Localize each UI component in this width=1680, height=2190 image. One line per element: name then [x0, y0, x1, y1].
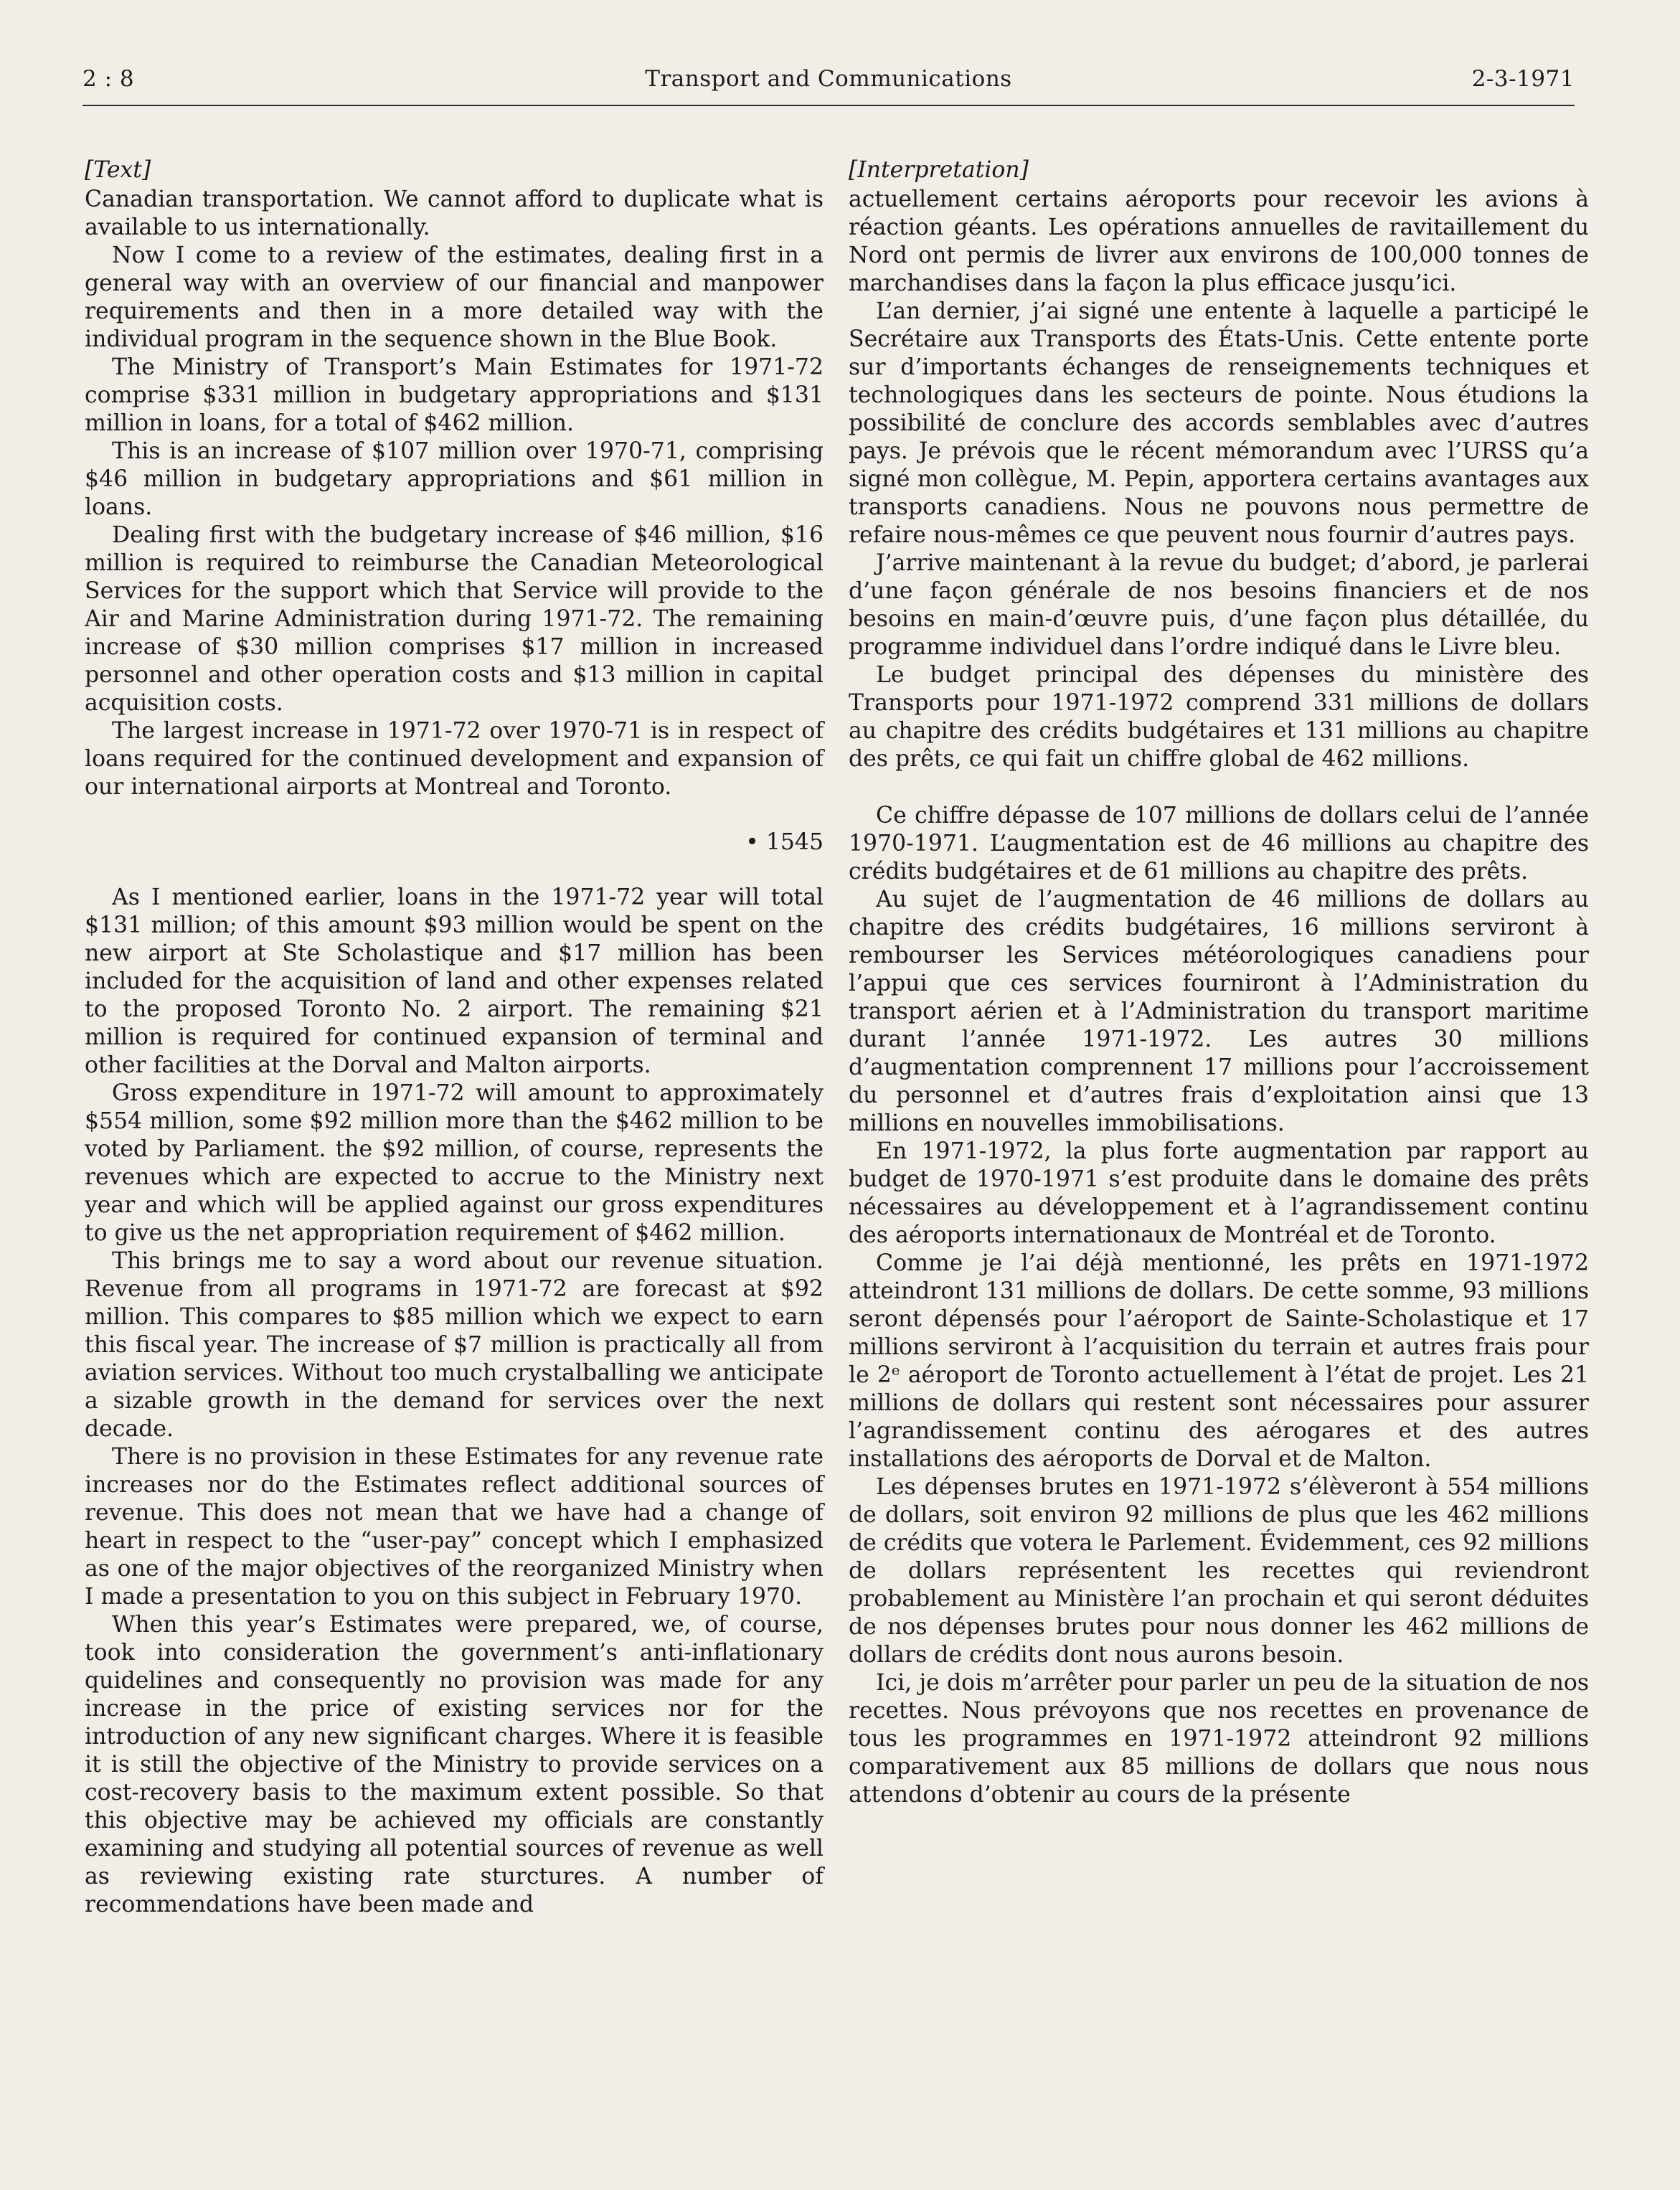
paragraph: Le budget principal des dépenses du ministère des Transports pour 1971-1972 comprend 331 millions de dollars au chapitre des crédits budgétaires et 131 millions au chapitre des prêts, ce qui fait un chiffre global de 462 millions. [849, 662, 1589, 772]
column-label: [Text] [85, 157, 151, 183]
paragraph: There is no provision in these Estimates for any revenue rate increases nor do the Estimates reflect additional sources of revenue. This does not mean that we have had a change of heart in respect to the “user-pay” concept which I emphasized as one of the major objectives of the reorganized Ministry when I made a presentation to you on this subject in February 1970. [85, 1444, 824, 1610]
column-gap [849, 773, 1589, 802]
paragraph: Now I come to a review of the estimates, dealing first in a general way with an overview of our financial and manpower requirements and then in a more detailed way with the individual program in the sequence shown in the Blue Book. [85, 242, 824, 352]
paragraph: This brings me to say a word about our revenue situation. Revenue from all programs in 1971-72 are forecast at $92 million. This compares to $85 million which we expect to earn this fiscal year. The increase of $7 million is practically all from aviation services. Without too much crystalballing we anticipate a sizable growth in the demand for services over the next decade. [85, 1248, 824, 1442]
paragraph: When this year’s Estimates were prepared, we, of course, took into consideration the government’s anti-inflationary quidelines and consequently no provision was made for any increase in the price of existing services nor for the introduction of any new significant charges. Where it is feasible it is still the objective of the Ministry to provide services on a cost-recovery basis to the maximum extent possible. So that this objective may be achieved my officials are constantly examining and studying all potential sources of revenue as well as reviewing existing rate sturctures. A number of recommendations have been made and [85, 1612, 824, 1917]
paragraph: Les dépenses brutes en 1971-1972 s’élèveront à 554 millions de dollars, soit environ 92 millions de plus que les 462 millions de crédits que votera le Parlement. Évidemment, ces 92 millions de dollars représentent les recettes qui reviendront probablement au Ministère l’an prochain et qui seront déduites de nos dépenses brutes pour nous donner les 462 millions de dollars de crédits dont nous aurons besoin. [849, 1474, 1589, 1668]
paragraph: Ici, je dois m’arrêter pour parler un peu de la situation de nos recettes. Nous prévoyons que nos recettes en provenance de tous les programmes en 1971-1972 atteindront 92 millions comparativement aux 85 millions de dollars que nous nous attendons d’obtenir au cours de la présente [849, 1670, 1589, 1808]
paragraph: L’an dernier, j’ai signé une entente à laquelle a participé le Secrétaire aux Transports des États-Unis. Cette entente porte sur d’importants échanges de renseignements techniques et technologiques dans les secteurs de pointe. Nous étudions la possibilité de conclure des accords semblables avec d’autres pays. Je prévois que le récent mémorandum avec l’URSS qu’a signé mon collègue, M. Pepin, apportera certains avantages aux transports canadiens. Nous ne pouvons nous permettre de refaire nous-mêmes ce que peuvent nous fournir d’autres pays. [849, 298, 1589, 548]
page-header [82, 66, 1575, 106]
paragraph: This is an increase of $107 million over 1970-71, comprising $46 million in budgetary appropriations and $61 million in loans. [85, 438, 824, 520]
paragraph: actuellement certains aéroports pour recevoir les avions à réaction géants. Les opérations annuelles de ravitaillement du Nord ont permis de livrer aux environs de 100,000 tonnes de marchandises dans la façon la plus efficace jusqu’ici. [849, 187, 1589, 296]
paragraph: Comme je l’ai déjà mentionné, les prêts en 1971-1972 atteindront 131 millions de dollars. De cette somme, 93 millions seront dépensés pour l’aéroport de Sainte-Scholastique et 17 millions serviront à l’acquisition du terrain et autres frais pour le 2ᵉ aéroport de Toronto actuellement à l’état de projet. Les 21 millions de dollars qui restent sont nécessaires pour assurer l’agrandissement continu des aérogares et des autres installations des aéroports de Dorval et de Malton. [849, 1250, 1589, 1472]
paragraph: En 1971-1972, la plus forte augmentation par rapport au budget de 1970-1971 s’est produite dans le domaine des prêts nécessaires au développement et à l’agrandissement continu des aéroports internationaux de Montréal et de Toronto. [849, 1138, 1589, 1248]
page-date: 2-3-1971 [1471, 66, 1575, 92]
paragraph: The largest increase in 1971-72 over 1970-71 is in respect of loans required for the continued development and expansion of our international airports at Montreal and Toronto. [85, 718, 824, 800]
paragraph: Ce chiffre dépasse de 107 millions de dollars celui de l’année 1970-1971. L’augmentation est de 46 millions au chapitre des crédits budgétaires et de 61 millions au chapitre des prêts. [849, 803, 1589, 884]
time-marker: • 1545 [745, 829, 824, 855]
running-title: Transport and Communications [645, 66, 1012, 92]
paragraph: Gross expenditure in 1971-72 will amount to approximately $554 million, some $92 million more than the $462 million to be voted by Parliament. the $92 million, of course, represents the revenues which are expected to accrue to the Ministry next year and which will be applied against our gross expenditures to give us the net appropriation requirement of $462 million. [85, 1080, 824, 1246]
paragraph: J’arrive maintenant à la revue du budget; d’abord, je parlerai d’une façon générale de nos besoins financiers et de nos besoins en main-d’œuvre puis, d’une façon plus détaillée, du programme individuel dans l’ordre indiqué dans le Livre bleu. [849, 550, 1589, 660]
paragraph: As I mentioned earlier, loans in the 1971-72 year will total $131 million; of this amount $93 million would be spent on the new airport at Ste Scholastique and $17 million has been included for the acquisition of land and other expenses related to the proposed Toronto No. 2 airport. The remaining $21 million is required for continued expansion of terminal and other facilities at the Dorval and Malton airports. [85, 884, 824, 1078]
column-label: [Interpretation] [849, 157, 1029, 183]
paragraph: The Ministry of Transport’s Main Estimates for 1971-72 comprise $331 million in budgetary appropriations and $131 million in loans, for a total of $462 million. [85, 354, 824, 436]
english-text-column [85, 156, 824, 1919]
page-number: 2 : 8 [82, 66, 135, 92]
french-interpretation-column [849, 156, 1589, 1809]
paragraph: Canadian transportation. We cannot afford to duplicate what is available to us internationally. [85, 187, 824, 240]
paragraph: Dealing first with the budgetary increase of $46 million, $16 million is required to reimburse the Canadian Meteorological Services for the support which that Service will provide to the Air and Marine Administration during 1971-72. The remaining increase of $30 million comprises $17 million in increased personnel and other operation costs and $13 million in capital acquisition costs. [85, 522, 824, 716]
paragraph: Au sujet de l’augmentation de 46 millions de dollars au chapitre des crédits budgétaires, 16 millions serviront à rembourser les Services météorologiques canadiens pour l’appui que ces services fourniront à l’Administration du transport aérien et à l’Administration du transport maritime durant l’année 1971-1972. Les autres 30 millions d’augmentation comprennent 17 millions pour l’accroissement du personnel et d’autres frais d’exploitation ainsi que 13 millions en nouvelles immobilisations. [849, 887, 1589, 1136]
